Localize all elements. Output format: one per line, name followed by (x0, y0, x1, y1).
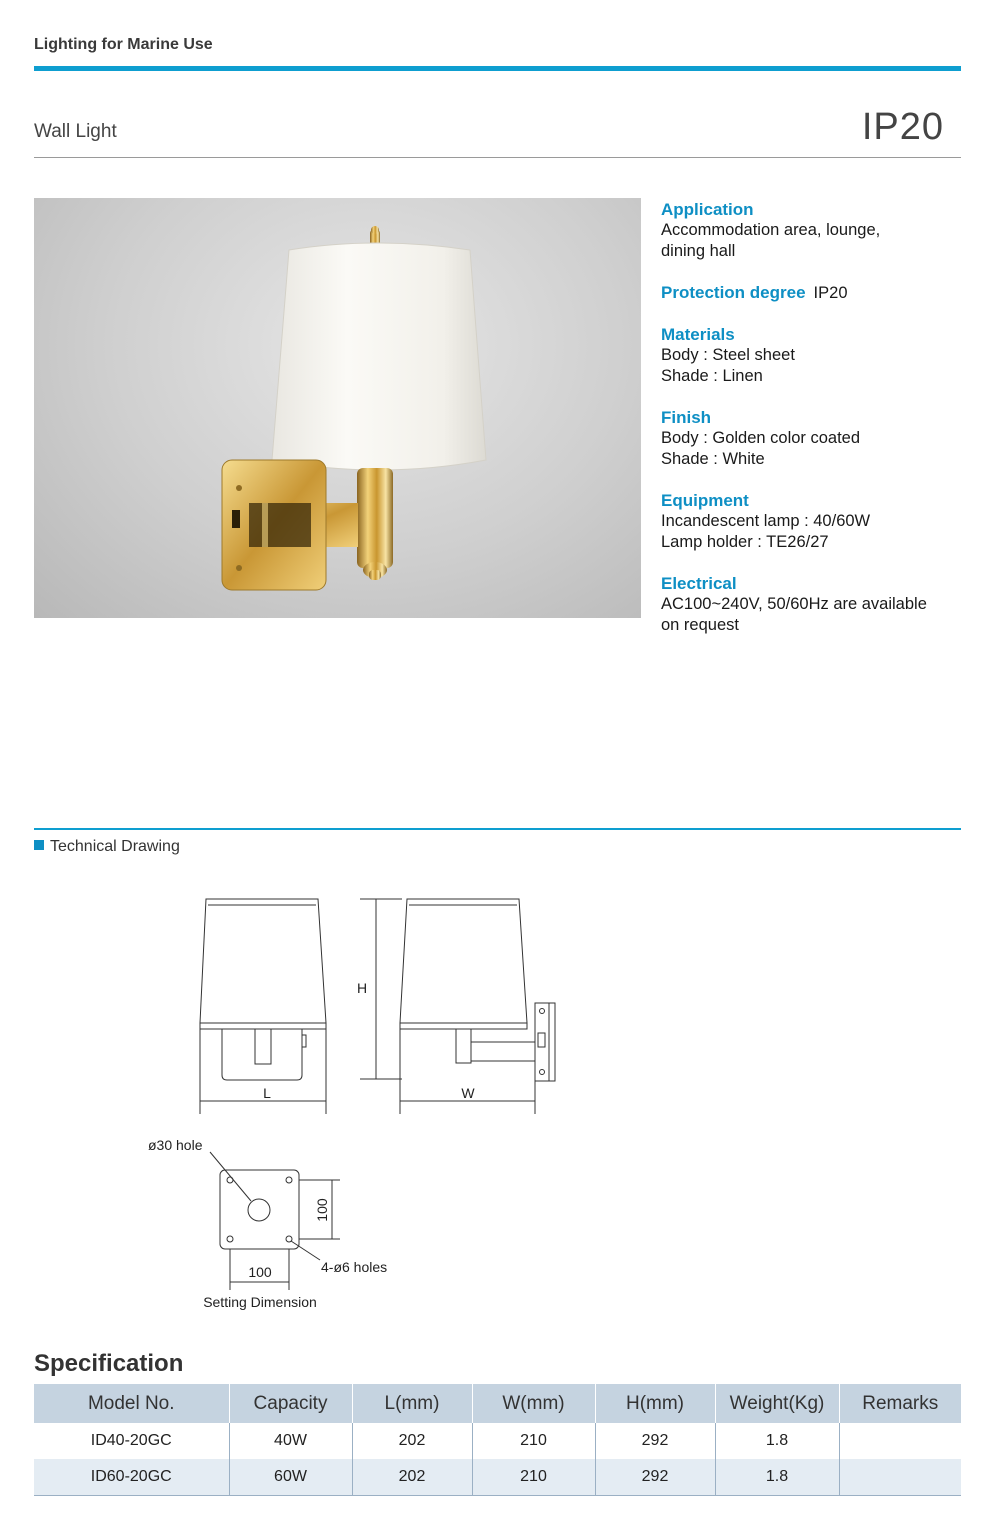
materials-block (661, 324, 981, 387)
column-header: Weight(Kg) (715, 1384, 839, 1423)
product-title-rule (34, 157, 961, 158)
materials-line-1: Body : Steel sheet (661, 346, 795, 364)
table-header-row (34, 1384, 961, 1423)
product-properties (661, 199, 981, 656)
specification-title: Specification (34, 1350, 184, 1377)
finish-line-2: Shade : White (661, 450, 765, 468)
table-cell: 202 (352, 1423, 472, 1459)
table-cell: 210 (472, 1423, 595, 1459)
dimension-H-label: H (356, 980, 368, 996)
finish-block (661, 407, 981, 470)
protection-block (661, 282, 981, 304)
table-row (34, 1423, 961, 1459)
protection-value: IP20 (813, 284, 848, 302)
electrical-block (661, 573, 981, 636)
table-cell: 60W (229, 1459, 352, 1496)
protection-label: Protection degree (661, 283, 806, 302)
table-cell: ID40-20GC (34, 1423, 229, 1459)
table-cell: 292 (595, 1459, 715, 1496)
equipment-label: Equipment (661, 491, 749, 510)
plate-width-dimension: 100 (248, 1264, 272, 1280)
column-header: Capacity (229, 1384, 352, 1423)
table-cell: 292 (595, 1423, 715, 1459)
plate-height-dimension: 100 (314, 1198, 330, 1222)
finish-label: Finish (661, 408, 712, 427)
equipment-line-2: Lamp holder : TE26/27 (661, 533, 829, 551)
technical-drawing (140, 880, 600, 1320)
table-cell: ID60-20GC (34, 1459, 229, 1496)
equipment-block (661, 490, 981, 553)
specification-table (34, 1384, 961, 1496)
electrical-line-2: on request (661, 616, 739, 634)
product-photo (34, 198, 641, 618)
electrical-line-1: AC100~240V, 50/60Hz are available (661, 595, 927, 613)
wall-light-illustration (34, 198, 641, 618)
technical-drawing-label: Technical Drawing (50, 838, 180, 855)
column-header: H(mm) (595, 1384, 715, 1423)
product-ip-rating: IP20 (861, 106, 944, 148)
technical-drawing-rule (34, 828, 961, 830)
finish-line-1: Body : Golden color coated (661, 429, 861, 447)
front-view (200, 899, 326, 1114)
square-bullet-icon (34, 840, 44, 850)
column-header: W(mm) (472, 1384, 595, 1423)
application-line-1: Accommodation area, lounge, (661, 221, 881, 239)
table-cell: 1.8 (715, 1459, 839, 1496)
materials-label: Materials (661, 325, 735, 344)
technical-drawing-heading (34, 838, 180, 856)
materials-line-2: Shade : Linen (661, 367, 763, 385)
dimension-W-label: W (461, 1085, 475, 1101)
column-header: Model No. (34, 1384, 229, 1423)
dimension-L-label: L (263, 1085, 271, 1101)
application-line-2: dining hall (661, 242, 736, 260)
side-view (360, 899, 555, 1114)
setting-dimension-caption: Setting Dimension (203, 1294, 317, 1310)
application-label: Application (661, 200, 754, 219)
product-title: Wall Light (34, 121, 117, 142)
mounting-holes-label: 4-ø6 holes (321, 1259, 388, 1275)
table-cell (839, 1423, 961, 1459)
column-header: Remarks (839, 1384, 961, 1423)
table-cell: 210 (472, 1459, 595, 1496)
equipment-line-1: Incandescent lamp : 40/60W (661, 512, 871, 530)
catalog-section-title: Lighting for Marine Use (34, 36, 213, 53)
table-cell: 40W (229, 1423, 352, 1459)
table-cell: 202 (352, 1459, 472, 1496)
application-block (661, 199, 981, 262)
column-header: L(mm) (352, 1384, 472, 1423)
electrical-label: Electrical (661, 574, 737, 593)
table-row (34, 1459, 961, 1496)
table-cell: 1.8 (715, 1423, 839, 1459)
header-rule (34, 66, 961, 71)
table-cell (839, 1459, 961, 1496)
center-hole-label: ø30 hole (148, 1137, 203, 1153)
